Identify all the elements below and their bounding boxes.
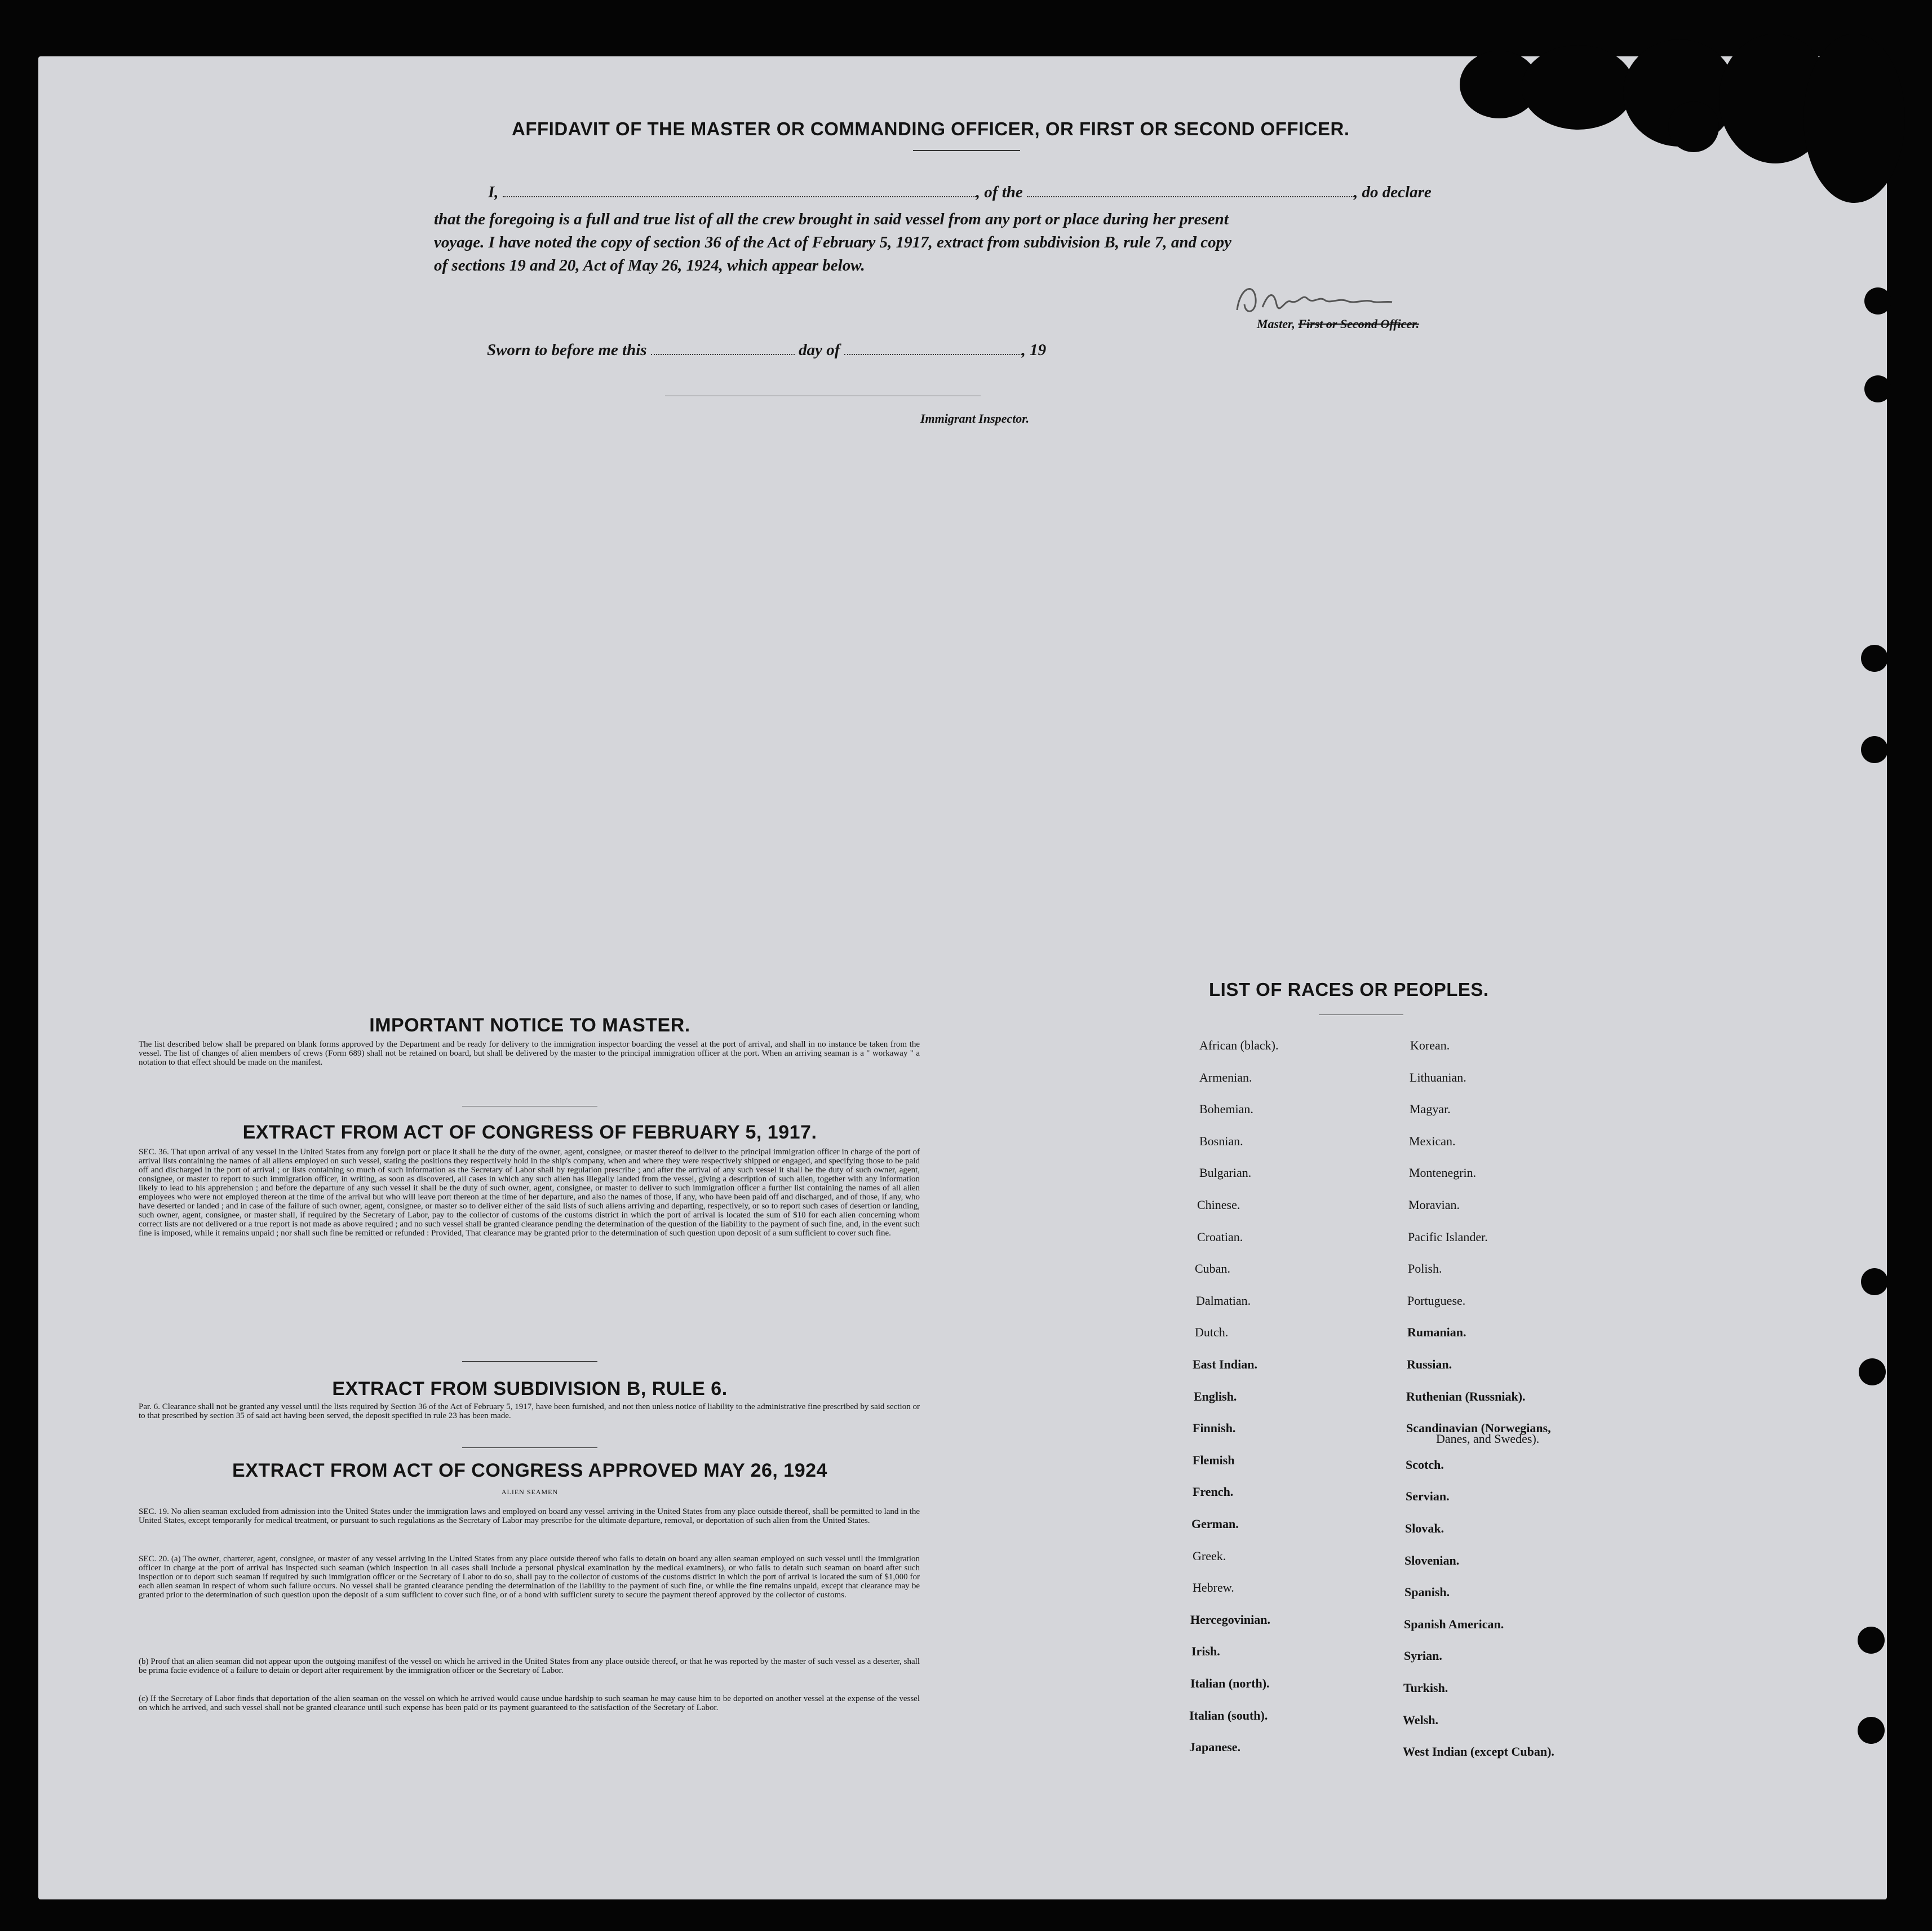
punch-hole: [1858, 1717, 1885, 1744]
signer-title: [1257, 317, 1419, 331]
extract-1917-title: EXTRACT FROM ACT OF CONGRESS OF FEBRUARY 5, 1917.: [242, 1122, 817, 1143]
divider: [462, 1361, 597, 1362]
affidavit-title: AFFIDAVIT OF THE MASTER OR COMMANDING OFFICER, OR FIRST OR SECOND OFFICER.: [512, 118, 1350, 139]
divider: [462, 1447, 597, 1448]
race-item: Hebrew.: [1193, 1580, 1234, 1595]
torn-edge: [1522, 45, 1634, 130]
race-item: Korean.: [1410, 1038, 1450, 1052]
month-field[interactable]: [844, 351, 1022, 355]
race-item: African (black).: [1199, 1038, 1279, 1052]
race-item: Flemish: [1193, 1453, 1235, 1467]
race-item: Chinese.: [1197, 1198, 1240, 1212]
punch-hole: [1864, 287, 1891, 315]
race-item: Russian.: [1407, 1357, 1452, 1371]
rule-6-title: EXTRACT FROM SUBDIVISION B, RULE 6.: [332, 1378, 728, 1399]
punch-hole: [1861, 1268, 1888, 1295]
notice-body: The list described below shall be prepared on blank forms approved by the Department and be ready for delivery to the immigration inspector boarding the vessel at the port of arrival, and shall in no instance be taken from the vessel. The list of changes of alien members of crews (Form 689) shall not be retained on board, but shall be delivered by the master to the principal immigration officer at the port. When an arriving seaman is a " workaway " a notation to that effect should be made on the manifest.: [139, 1040, 920, 1067]
race-item: Hercegovinian.: [1190, 1613, 1270, 1627]
race-item: Syrian.: [1404, 1649, 1442, 1663]
race-item: Bosnian.: [1199, 1134, 1243, 1148]
race-item: Armenian.: [1199, 1070, 1252, 1084]
race-item: Rumanian.: [1407, 1325, 1466, 1339]
race-item: Magyar.: [1410, 1102, 1451, 1116]
notice-title: IMPORTANT NOTICE TO MASTER.: [369, 1015, 690, 1036]
punch-hole: [1864, 375, 1891, 402]
race-item: English.: [1194, 1389, 1237, 1403]
race-item: Turkish.: [1403, 1681, 1448, 1695]
race-item: West Indian (except Cuban).: [1403, 1744, 1554, 1759]
race-item: Spanish.: [1404, 1585, 1450, 1599]
race-item: Slovenian.: [1404, 1553, 1460, 1567]
race-item: Lithuanian.: [1410, 1070, 1466, 1084]
rule-6-body: Par. 6. Clearance shall not be granted any vessel until the lists required by Section 36 of the Act of February 5, 1917, have been furnished, and not then unless notice of liability to the administrative fine prescribed by said section or to that prescribed by section 35 of said act having been served, the deposit specified in rule 23 has been made.: [139, 1402, 920, 1420]
race-item: Finnish.: [1193, 1421, 1236, 1435]
race-item: Portuguese.: [1407, 1294, 1466, 1308]
divider: [913, 150, 1020, 151]
extract-1924-title: EXTRACT FROM ACT OF CONGRESS APPROVED MAY 26, 1924: [232, 1460, 827, 1481]
inspector-label: Immigrant Inspector.: [920, 411, 1030, 426]
race-item: Greek.: [1193, 1549, 1226, 1563]
race-item: Scandinavian (Norwegians,: [1406, 1421, 1551, 1435]
race-item-scandinavian-continuation: Danes, and Swedes).: [1436, 1432, 1540, 1446]
declaration-of-the: , of the: [976, 183, 1023, 201]
declaration-line-4: of sections 19 and 20, Act of May 26, 1924, which appear below.: [434, 256, 865, 274]
race-item: Pacific Islander.: [1408, 1230, 1488, 1244]
declaration-prefix: I,: [488, 183, 499, 201]
race-item: Servian.: [1406, 1489, 1450, 1503]
race-item: Montenegrin.: [1409, 1166, 1477, 1180]
race-item: Spanish American.: [1404, 1617, 1504, 1631]
race-item: Dalmatian.: [1196, 1294, 1251, 1308]
race-item: Welsh.: [1403, 1713, 1438, 1727]
declaration-line-3: voyage. I have noted the copy of section 36 of the Act of February 5, 1917, extract from subdivision B, rule 7, and copy: [434, 233, 1231, 251]
races-title: LIST OF RACES OR PEOPLES.: [1209, 979, 1489, 1000]
race-item: Irish.: [1191, 1644, 1220, 1658]
race-item: Polish.: [1408, 1261, 1442, 1275]
sworn-line: [487, 341, 1046, 360]
race-item: Bulgarian.: [1199, 1166, 1252, 1180]
race-item: Croatian.: [1197, 1230, 1243, 1244]
declaration-line-1: [488, 183, 1432, 202]
race-item: Bohemian.: [1199, 1102, 1253, 1116]
extract-1924-sec19: SEC. 19. No alien seaman excluded from admission into the United States under the immigration laws and employed on board any vessel arriving in the United States from any place outside thereof, shall be permitted to land in the United States, except temporarily for medical treatment, or pursuant to such regulations as the Secretary of Labor may prescribe for the ultimate departure, removal, or deportation of such alien from the United States.: [139, 1507, 920, 1525]
extract-1917-body: SEC. 36. That upon arrival of any vessel in the United States from any foreign port or place it shall be the duty of the owner, agent, consignee, or master thereof to deliver to the principal immigration officer in charge of the port of arrival lists containing the names of all aliens employed on such vessel, stating the positions they respectively hold in the ship's company, when and where they were respectively shipped or engaged, and specifying those to be paid off and discharged in the port of arrival ; or lists containing so much of such information as the Secretary of Labor shall by regulation prescribe ; and after the arrival of any such vessel it shall be the duty of such owner, agent, consignee, or master to report to such immigration officer, in writing, as soon as discovered, all cases in which any such alien has illegally landed from the vessel, giving a description of such alien, together with any information likely to lead to his apprehension ; and before the departure of any such vessel it shall be the duty of such owner, agent, consignee, or master to deliver to such immigration officer a further list containing the names of all alien employees who were not employed thereon at the time of the arrival but who will leave port thereon at the time of her departure, and also the names of those, if any, who have been paid off and discharged, and of those, if any, who have deserted or landed ; and in case of the failure of such owner, agent, consignee, or master so to deliver either of the said lists of such aliens arriving and departing, respectively, or so to report such cases of desertion or landing, such owner, agent, consignee, or master shall, if required by the Secretary of Labor, pay to the collector of customs of the customs district in which the port of arrival is located the sum of $10 for each alien concerning whom correct lists are not delivered or a true report is not made as above required ; and no such vessel shall be granted clearance pending the determination of the question of the liability to the payment of such fine, and, in the event such fine is imposed, while it remains unpaid ; nor shall such fine be remitted or refunded : Provided, That clearance may be granted prior to the determination of such question upon deposit of a sum sufficient to cover such fine.: [139, 1148, 920, 1238]
declaration-line-2: that the foregoing is a full and true list of all the crew brought in said vessel from any port or place during her present: [434, 210, 1229, 228]
name-field[interactable]: [503, 193, 976, 197]
race-item: French.: [1193, 1485, 1234, 1499]
race-item: German.: [1191, 1517, 1239, 1531]
punch-hole: [1861, 645, 1888, 672]
race-item: Slovak.: [1405, 1521, 1444, 1535]
punch-hole: [1861, 736, 1888, 763]
race-item: Mexican.: [1409, 1134, 1456, 1148]
torn-edge: [1804, 34, 1905, 203]
race-item: Italian (south).: [1189, 1708, 1268, 1722]
vessel-field[interactable]: [1027, 193, 1354, 197]
race-item: Moravian.: [1408, 1198, 1460, 1212]
extract-1924-sec20a: SEC. 20. (a) The owner, charterer, agent, consignee, or master of any vessel arriving in the United States from any place outside thereof who fails to detain on board any alien seaman employed on such vessel until the immigration officer in charge at the port of arrival has inspected such seaman (which inspection in all cases shall include a personal physical examination by the medical examiners), or who fails to detain such seaman on board after such inspection or to deport such seaman if required by such immigration officer or the Secretary of Labor to do so, shall pay to the collector of customs of the customs district in which the port of arrival is located the sum of $1,000 for each alien seaman in respect of whom such failure occurs. No vessel shall be granted clearance pending the determination of the liability to the payment of such fine, or while the fine remains unpaid, except that clearance may be granted prior to the determination of such question upon the deposit of a sum sufficient to cover such fine, or of a bond with sufficient surety to secure the payment thereof approved by the collector of customs.: [139, 1554, 920, 1600]
race-item: East Indian.: [1193, 1357, 1257, 1371]
extract-1924-sec20b: (b) Proof that an alien seaman did not appear upon the outgoing manifest of the vessel on which he arrived in the United States from any place outside thereof, or that he was reported by the master of such vessel as a deserter, shall be prima facie evidence of a failure to detain or deport after requirement by the immigration officer or the Secretary of Labor.: [139, 1657, 920, 1675]
extract-1924-subtitle: ALIEN SEAMEN: [501, 1488, 559, 1496]
punch-hole: [1859, 1358, 1886, 1385]
torn-edge: [1668, 101, 1719, 152]
race-item: Cuban.: [1195, 1261, 1230, 1275]
sworn-year: , 19: [1021, 341, 1047, 359]
extract-1924-sec20c: (c) If the Secretary of Labor finds that deportation of the alien seaman on the vessel on which he arrived would cause undue hardship to such seaman he may cause him to be deported on another vessel at the expense of the vessel on which he arrived, and such vessel shall not be granted clearance until such expense has been paid or its payment guaranteed to the satisfaction of the Secretary of Labor.: [139, 1694, 920, 1712]
declaration-suffix: , do declare: [1354, 183, 1432, 201]
race-item: Ruthenian (Russniak).: [1406, 1389, 1526, 1403]
signer-struck-officer: First or Second Officer.: [1298, 317, 1420, 331]
punch-hole: [1858, 1627, 1885, 1654]
signer-master: Master,: [1257, 317, 1295, 331]
race-item: Dutch.: [1195, 1325, 1229, 1339]
race-item: Japanese.: [1189, 1740, 1241, 1754]
sworn-prefix: Sworn to before me this: [487, 341, 647, 359]
document-page: [38, 56, 1887, 1899]
day-field[interactable]: [651, 351, 795, 355]
race-item: Scotch.: [1406, 1458, 1444, 1472]
race-item: Italian (north).: [1190, 1676, 1270, 1690]
sworn-day-of: day of: [799, 341, 840, 359]
